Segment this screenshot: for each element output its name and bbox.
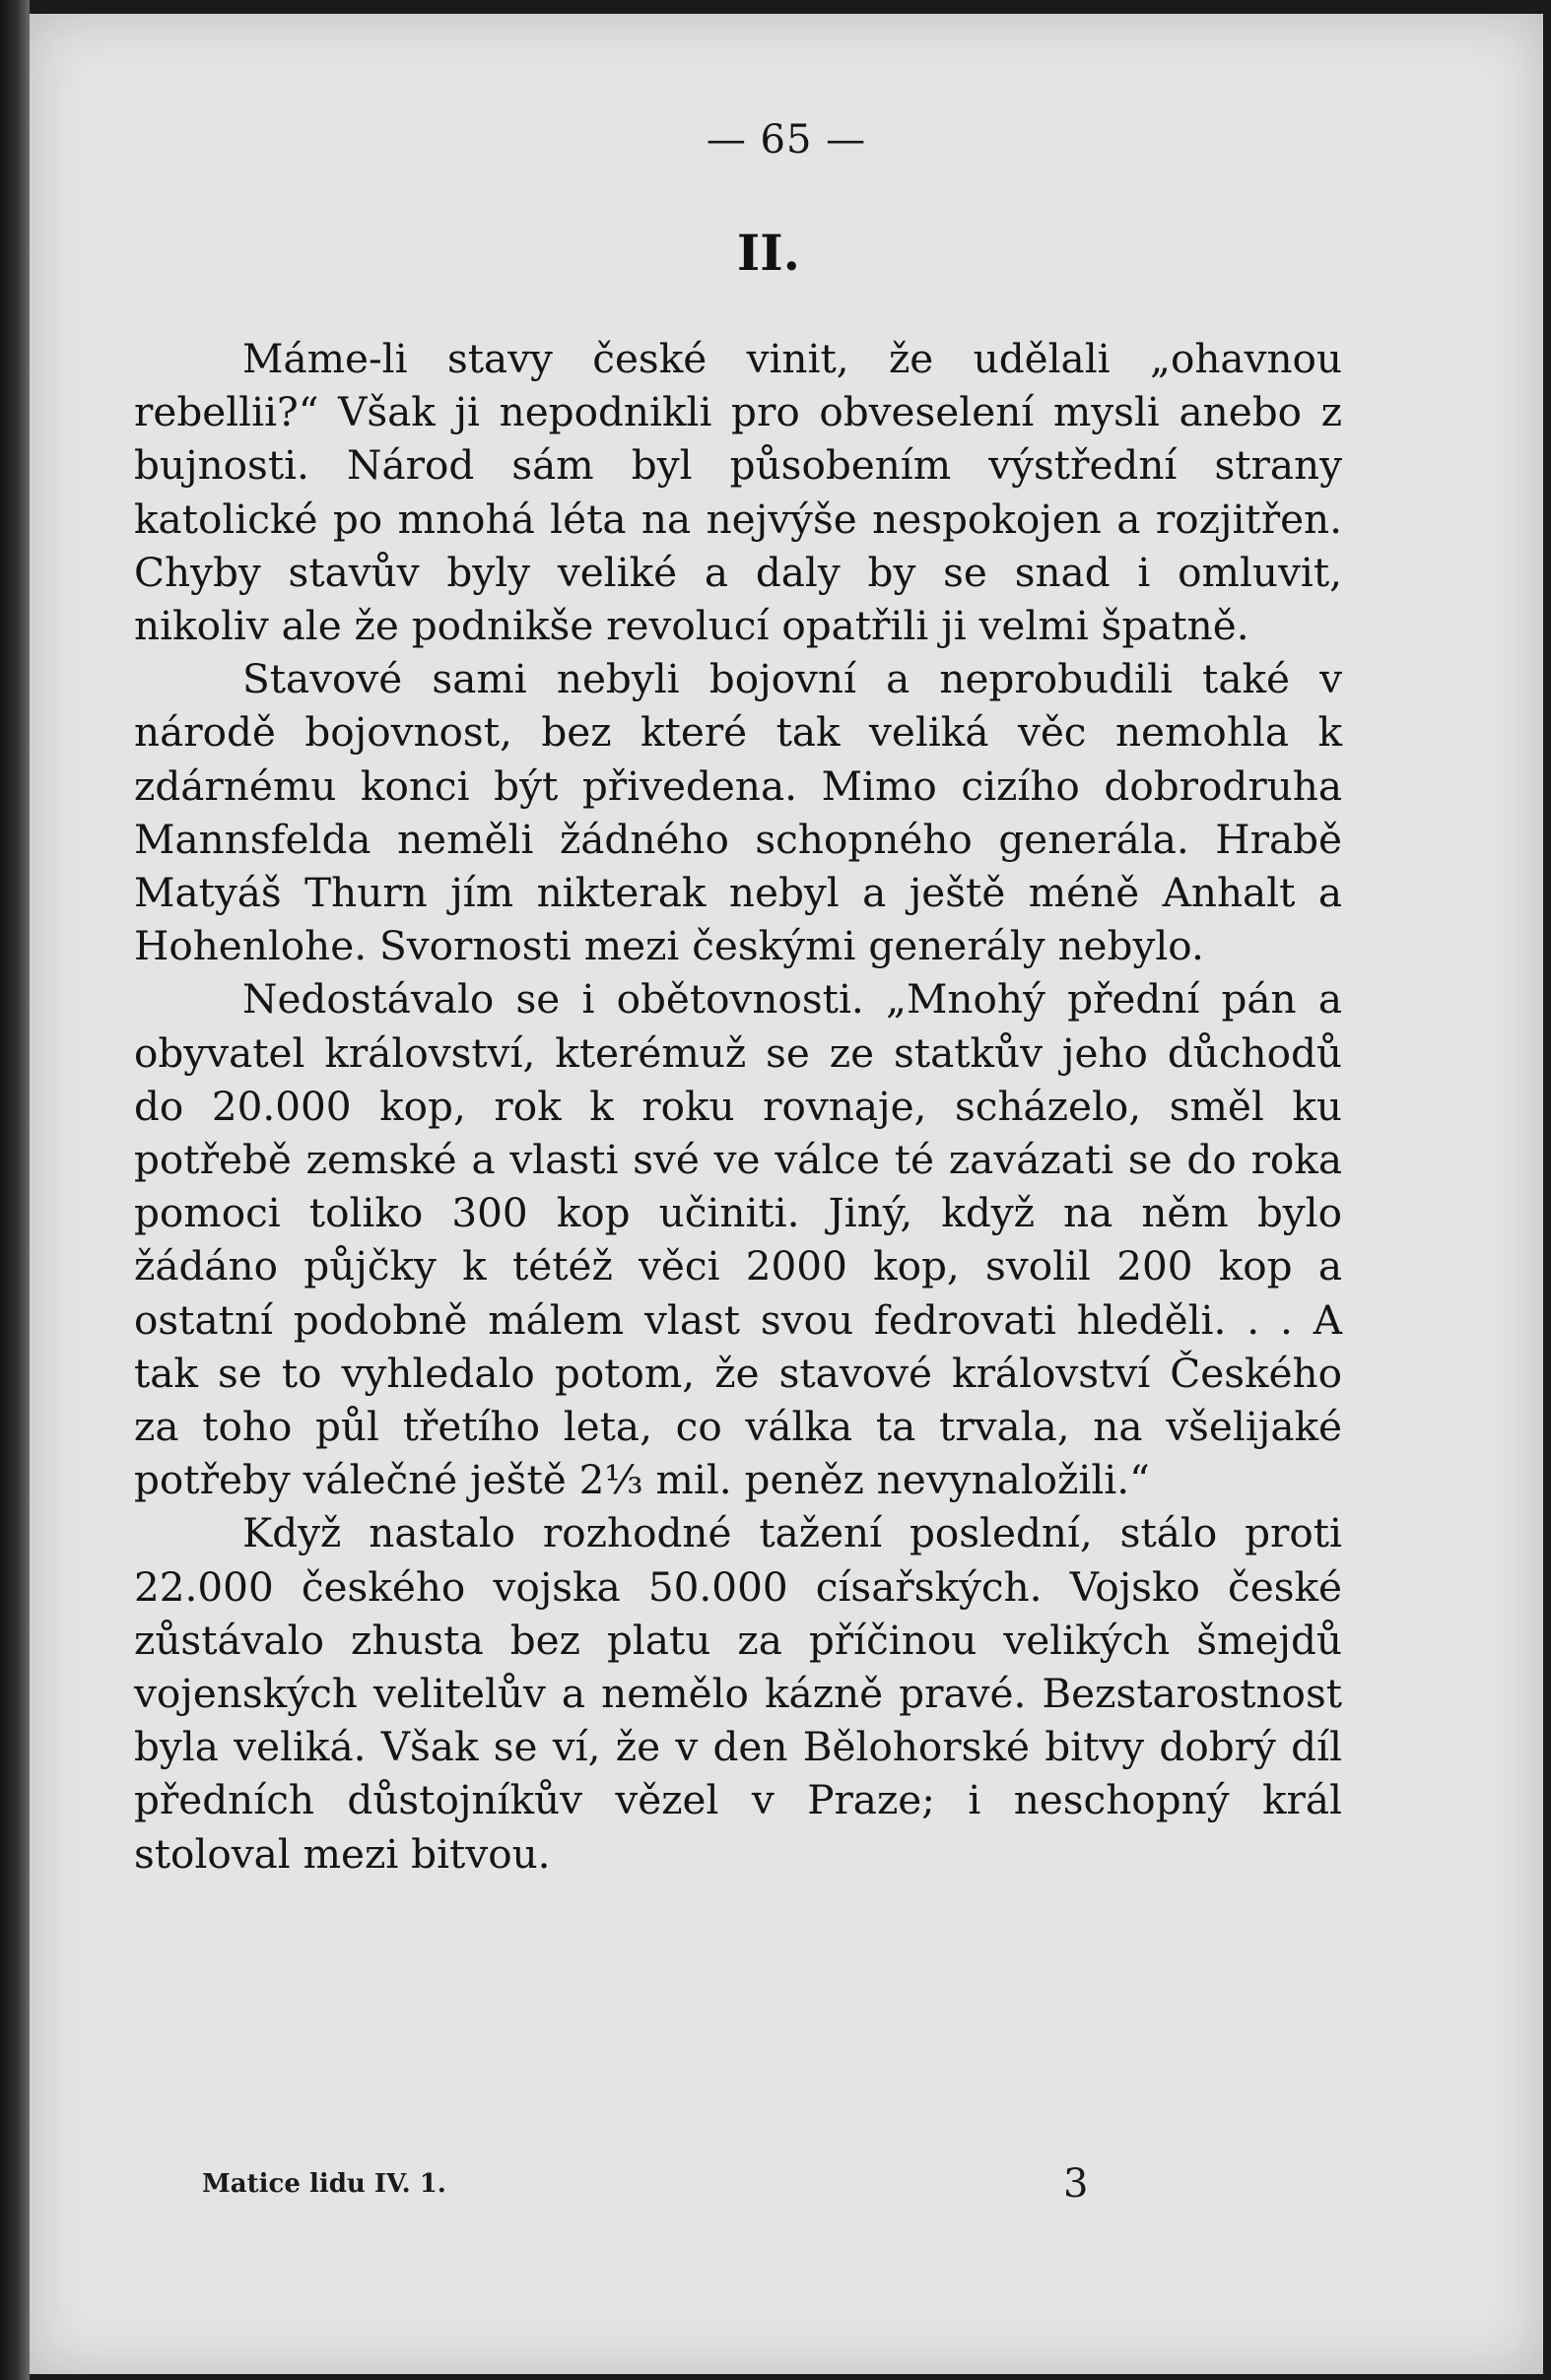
page-number-header: — 65 — [706, 117, 867, 163]
paragraph-4: Když nastalo rozhodné tažení poslední, stálo proti 22.000 českého vojska 50.000 císařských. Vojsko české zůstávalo zhusta bez platu za příčinou velikých šmejdů vojenských velitelův a nemělo kázně pravé. Bezstarostnost byla veliká. Však se ví, že v den Bělohorské bitvy dobrý díl předních důstojníkův vězel v Praze; i neschopný král stoloval mezi bitvou. [134, 1509, 1342, 1878]
paragraph-3: Nedostávalo se i obětovnosti. „Mnohý přední pán a obyvatel království, kterémuž se ze statkův jeho důchodů do 20.000 kop, rok k roku rovnaje, scházelo, směl ku potřebě zemské a vlasti své ve válce té zavázati se do roka pomoci toliko 300 kop učiniti. Jiný, když na něm bylo žádáno půjčky k tétéž věci 2000 kop, svolil 200 kop a ostatní podobně málem vlast svou fedrovati hleděli. . . A tak se to vyhledalo potom, že stavové království Českého za toho půl třetího leta, co válka ta trvala, na všelijaké potřeby válečné ještě 2⅓ mil. peněz nevynaložili.“ [134, 975, 1342, 1504]
body-text [134, 332, 1342, 1881]
paragraph-2: Stavové sami nebyli bojovní a neprobudili také v národě bojovnost, bez které tak veliká věc nemohla k zdárnému konci být přivedena. Mimo cizího dobrodruha Mannsfelda neměli žádného schopného generála. Hrabě Matyáš Thurn jím nikterak nebyl a ještě méně Anhalt a Hohenlohe. Svornosti mezi českými generály nebylo. [134, 655, 1342, 970]
book-page [30, 14, 1543, 2374]
chapter-heading: II. [736, 224, 801, 282]
scan-edge [0, 0, 30, 2380]
footer-note: Matice lidu IV. 1. [202, 2169, 446, 2199]
signature-mark: 3 [1063, 2161, 1089, 2207]
paragraph-1: Máme-li stavy české vinit, že udělali „ohavnou rebellii?“ Však ji nepodnikli pro obveselení mysli anebo z bujnosti. Národ sám byl působením výstřední strany katolické po mnohá léta na nejvýše nespokojen a rozjitřen. Chyby stavův byly veliké a daly by se snad i omluvit, nikoliv ale že podnikše revolucí opatřili ji velmi špatně. [134, 335, 1342, 650]
